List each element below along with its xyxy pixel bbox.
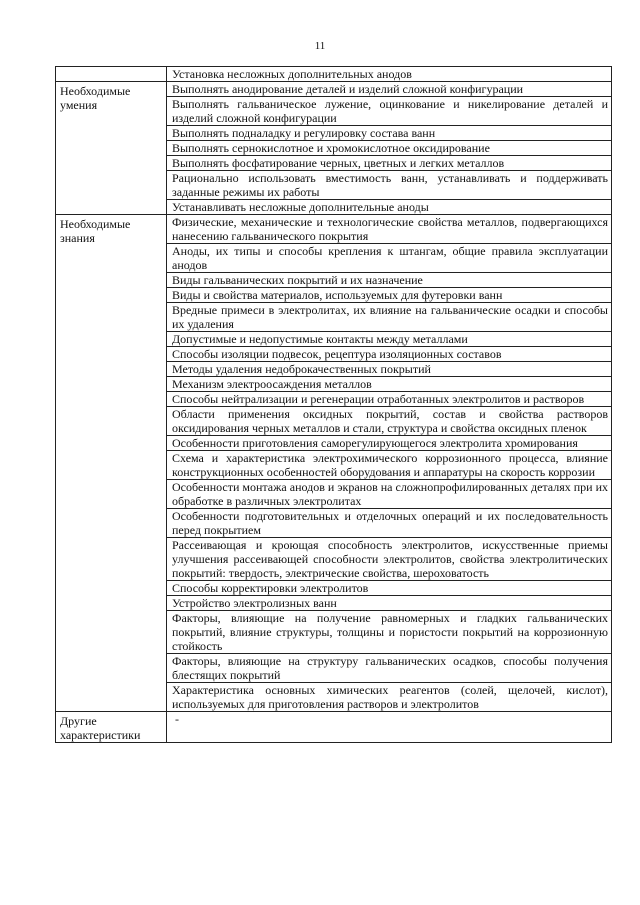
table-cell: Области применения оксидных покрытий, состав и свойства растворов оксидирования черных металлов и стали, структура и свойства оксидных пленок	[167, 407, 612, 436]
table-cell: Выполнять фосфатирование черных, цветных и легких металлов	[167, 156, 612, 171]
table-cell	[167, 712, 612, 743]
table-cell: Методы удаления недоброкачественных покрытий	[167, 362, 612, 377]
table-cell: Схема и характеристика электрохимического коррозионного процесса, влияние конструкционных особенностей оборудования и аппаратуры на скорость коррозии	[167, 451, 612, 480]
table-cell: Устройство электролизных ванн	[167, 596, 612, 611]
table-body	[56, 67, 612, 743]
table-cell: Аноды, их типы и способы крепления к штангам, общие правила эксплуатации анодов	[167, 244, 612, 273]
table-cell: Выполнять сернокислотное и хромокислотное оксидирование	[167, 141, 612, 156]
table-row	[56, 82, 612, 97]
table-cell: Допустимые и недопустимые контакты между металлами	[167, 332, 612, 347]
table-cell: Вредные примеси в электролитах, их влияние на гальванические осадки и способы их удаления	[167, 303, 612, 332]
table-cell: Характеристика основных химических реагентов (солей, щелочей, кислот), используемых для приготовления растворов и электролитов	[167, 683, 612, 712]
table-cell: Выполнять подналадку и регулировку состава ванн	[167, 126, 612, 141]
table-row	[56, 215, 612, 244]
table-cell: Физические, механические и технологические свойства металлов, подвергающихся нанесению гальванического покрытия	[167, 215, 612, 244]
row-group-label: Необходимые знания	[56, 215, 167, 712]
table-cell: Особенности монтажа анодов и экранов на сложнопрофилированных деталях при их обработке в различных электролитах	[167, 480, 612, 509]
table-cell: Виды и свойства материалов, используемых для футеровки ванн	[167, 288, 612, 303]
table-cell: Факторы, влияющие на структуру гальванических осадков, способы получения блестящих покрытий	[167, 654, 612, 683]
row-group-label	[56, 67, 167, 82]
table-cell: Способы нейтрализации и регенерации отработанных электролитов и растворов	[167, 392, 612, 407]
table-cell: Механизм электроосаждения металлов	[167, 377, 612, 392]
table-row	[56, 67, 612, 82]
table-cell: Рационально использовать вместимость ванн, устанавливать и поддерживать заданные режимы их работы	[167, 171, 612, 200]
table-cell: Виды гальванических покрытий и их назначение	[167, 273, 612, 288]
table-cell: Особенности приготовления саморегулирующегося электролита хромирования	[167, 436, 612, 451]
table-cell: Особенности подготовительных и отделочных операций и их последовательность перед покрытием	[167, 509, 612, 538]
table-cell: Рассеивающая и кроющая способность электролитов, искусственные приемы улучшения рассеивающей способности электролитов, свойства электролитических покрытий: твердость, электрические свойства, шероховатость	[167, 538, 612, 581]
table-cell: Установка несложных дополнительных анодов	[167, 67, 612, 82]
competency-table	[55, 66, 612, 743]
row-group-label: Необходимые умения	[56, 82, 167, 215]
table-cell: Способы корректировки электролитов	[167, 581, 612, 596]
table-cell: Устанавливать несложные дополнительные аноды	[167, 200, 612, 215]
page-number: 11	[314, 40, 326, 52]
table-row	[56, 712, 612, 743]
row-group-label: Другие характеристики	[56, 712, 167, 743]
table-cell: Выполнять анодирование деталей и изделий сложной конфигурации	[167, 82, 612, 97]
table-cell: Факторы, влияющие на получение равномерных и гладких гальванических покрытий, влияние структуры, толщины и пористости покрытий на коррозионную стойкость	[167, 611, 612, 654]
dash-mark: -	[175, 712, 179, 726]
table-cell: Способы изоляции подвесок, рецептура изоляционных составов	[167, 347, 612, 362]
table-cell: Выполнять гальваническое лужение, оцинкование и никелирование деталей и изделий сложной конфигурации	[167, 97, 612, 126]
